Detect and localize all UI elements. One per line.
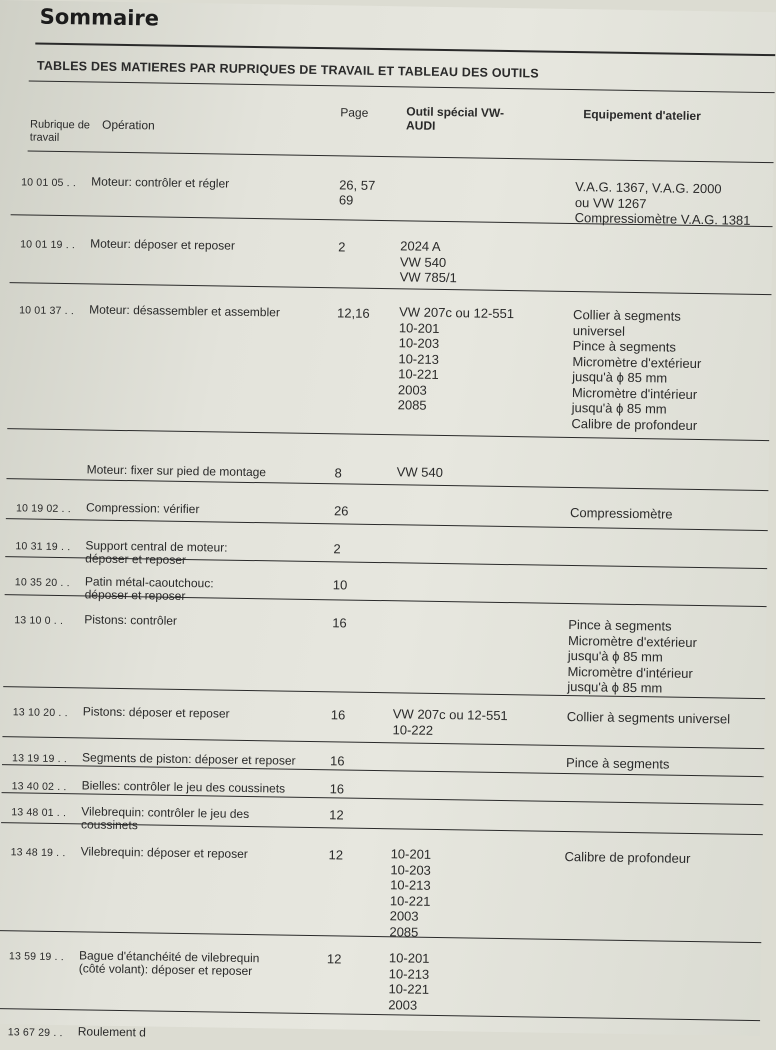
tool-item: 10-201 <box>390 846 432 862</box>
title-rule <box>35 43 775 57</box>
row-tools <box>388 950 429 1013</box>
tool-item: VW 207c ou 12-551 <box>392 706 508 724</box>
row-operation: Moteur: fixer sur pied de montage <box>86 462 267 480</box>
tool-item: 10-201 <box>388 950 430 966</box>
equipment-item: Pince à segments <box>565 754 670 772</box>
equipment-item: Calibre de profondeur <box>571 415 698 433</box>
row-tools <box>398 304 515 414</box>
header-equipement: Equipement d'atelier <box>583 107 701 124</box>
subtitle-rule <box>29 80 775 93</box>
equipment-item: Calibre de profondeur <box>564 848 691 866</box>
tool-item: 2085 <box>389 923 419 940</box>
equipment-item: Micromètre d'extérieur <box>567 632 698 650</box>
row-code: 13 48 01 . . <box>11 806 67 820</box>
tool-item: 10-203 <box>398 335 440 351</box>
equipment-item: jusqu'à ϕ 85 mm <box>572 369 668 386</box>
row-operation: Pistons: déposer et reposer <box>82 704 230 721</box>
row-code: 13 59 19 . . <box>8 950 65 964</box>
row-separator <box>10 282 772 295</box>
row-page: 12 <box>328 847 344 863</box>
row-page: 10 <box>332 577 348 593</box>
equipment-item: Compressiomètre <box>569 505 673 522</box>
row-code: 10 01 19 . . <box>20 238 76 252</box>
row-page: 26, 57 69 <box>338 177 376 208</box>
tool-item: 10-213 <box>390 877 431 893</box>
row-page: 2 <box>338 239 346 255</box>
row-operation: Moteur: désassembler et assembler <box>89 302 280 320</box>
row-equipment <box>566 755 670 772</box>
row-code: 13 10 0 . . <box>14 614 64 628</box>
tool-item: 2024 A <box>400 238 441 254</box>
row-operation: Roulement d <box>77 1024 146 1040</box>
row-tools <box>389 846 431 940</box>
row-page: 12 <box>329 807 344 823</box>
tool-item: 10-213 <box>388 965 430 982</box>
row-operation: Support central de moteur: déposer et reposer <box>85 538 228 567</box>
tool-item: 10-221 <box>389 892 431 909</box>
header-operation: Opération <box>101 117 155 133</box>
tool-item: 10-203 <box>390 861 431 878</box>
row-operation: Patin métal-caoutchouc: déposer et reposer <box>84 574 214 603</box>
tool-item: 2085 <box>397 397 427 413</box>
row-equipment <box>570 505 673 522</box>
row-separator <box>6 478 768 491</box>
equipment-item: Pince à segments <box>568 617 672 634</box>
row-code: 10 35 20 . . <box>14 576 70 590</box>
tool-item: 2003 <box>397 381 427 398</box>
header-rule <box>28 150 774 163</box>
row-page: 16 <box>330 707 346 723</box>
row-operation: Pistons: contrôler <box>84 612 178 628</box>
row-code: 10 19 02 . . <box>15 502 72 516</box>
row-code: 13 10 20 . . <box>12 706 68 720</box>
equipment-item: Micromètre d'extérieur <box>572 353 702 371</box>
table-subtitle: TABLES DES MATIERES PAR RUPRIQUES DE TRAVAIL ET TABLEAU DES OUTILS <box>36 58 539 81</box>
row-page: 16 <box>332 615 347 631</box>
row-code: 13 67 29 . . <box>7 1026 63 1040</box>
tool-item: 2003 <box>389 908 419 924</box>
row-operation: Compression: vérifier <box>85 500 200 517</box>
equipment-item: ou VW 1267 <box>574 194 647 211</box>
tool-item: 10-221 <box>398 366 439 382</box>
row-operation: Segments de piston: déposer et reposer <box>82 750 296 768</box>
tool-item: VW 207c ou 12-551 <box>399 304 515 322</box>
equipment-item: jusqu'à ϕ 85 mm <box>567 648 663 665</box>
tool-item: VW 785/1 <box>399 269 457 286</box>
row-equipment <box>564 849 690 866</box>
tool-item: 10-201 <box>398 319 440 336</box>
equipment-item: jusqu'à ϕ 85 mm <box>571 400 667 417</box>
row-code: 10 31 19 . . <box>15 540 71 554</box>
row-operation: Vilebrequin: déposer et reposer <box>80 844 248 861</box>
row-code: 13 48 19 . . <box>10 846 66 860</box>
row-page: 12 <box>326 951 342 967</box>
tool-item: 10-222 <box>392 721 434 738</box>
row-tools <box>400 238 458 285</box>
row-operation: Vilebrequin: contrôler le jeu des coussinets <box>80 804 250 833</box>
tool-item: 10-221 <box>388 981 430 997</box>
tool-item: VW 540 <box>399 253 447 270</box>
equipment-item: Pince à segments <box>572 338 677 355</box>
row-page: 8 <box>334 465 342 481</box>
row-page: 16 <box>329 781 345 797</box>
row-code: 13 40 02 . . <box>11 780 67 794</box>
header-page: Page <box>340 105 369 120</box>
equipment-item: Compressiomètre V.A.G. 1381 <box>574 210 751 228</box>
header-outil: Outil spécial VW-AUDI <box>405 104 505 133</box>
row-operation: Moteur: contrôler et régler <box>91 174 230 191</box>
equipment-item: jusqu'à ϕ 85 mm <box>567 678 663 696</box>
row-page: 26 <box>333 503 349 519</box>
header-rubrique: Rubrique de travail <box>29 118 91 144</box>
row-operation: Moteur: déposer et reposer <box>90 236 236 253</box>
row-operation: Bielles: contrôler le jeu des coussinets <box>81 778 286 796</box>
row-equipment <box>567 617 697 697</box>
row-page: 2 <box>333 541 341 557</box>
row-separator <box>2 736 764 749</box>
row-page: 16 <box>329 753 345 769</box>
equipment-item: Collier à segments universel <box>566 708 731 727</box>
row-code: 10 01 05 . . <box>21 176 77 190</box>
row-equipment <box>567 709 731 727</box>
page-title: Sommaire <box>39 4 160 31</box>
equipment-item: Collier à segments <box>573 307 681 324</box>
row-code: 10 01 37 . . <box>19 304 75 318</box>
row-tools <box>392 706 507 739</box>
equipment-item: Micromètre d'intérieur <box>567 663 693 681</box>
equipment-item: Micromètre d'intérieur <box>571 384 698 402</box>
tool-item: 10-213 <box>398 350 440 367</box>
row-page: 12,16 <box>337 305 370 321</box>
equipment-item: V.A.G. 1367, V.A.G. 2000 <box>575 179 722 197</box>
row-tools <box>397 464 443 480</box>
row-separator <box>0 1008 760 1021</box>
row-code: 13 19 19 . . <box>11 752 68 766</box>
row-equipment <box>571 307 702 433</box>
row-separator <box>0 930 761 943</box>
row-operation: Bague d'étanchéité de vilebrequin (côté volant): déposer et reposer <box>78 948 260 979</box>
tool-item: 2003 <box>388 996 418 1013</box>
tool-item: VW 540 <box>396 464 444 481</box>
row-separator <box>2 792 764 805</box>
equipment-item: universel <box>572 322 626 339</box>
row-equipment <box>575 179 752 228</box>
